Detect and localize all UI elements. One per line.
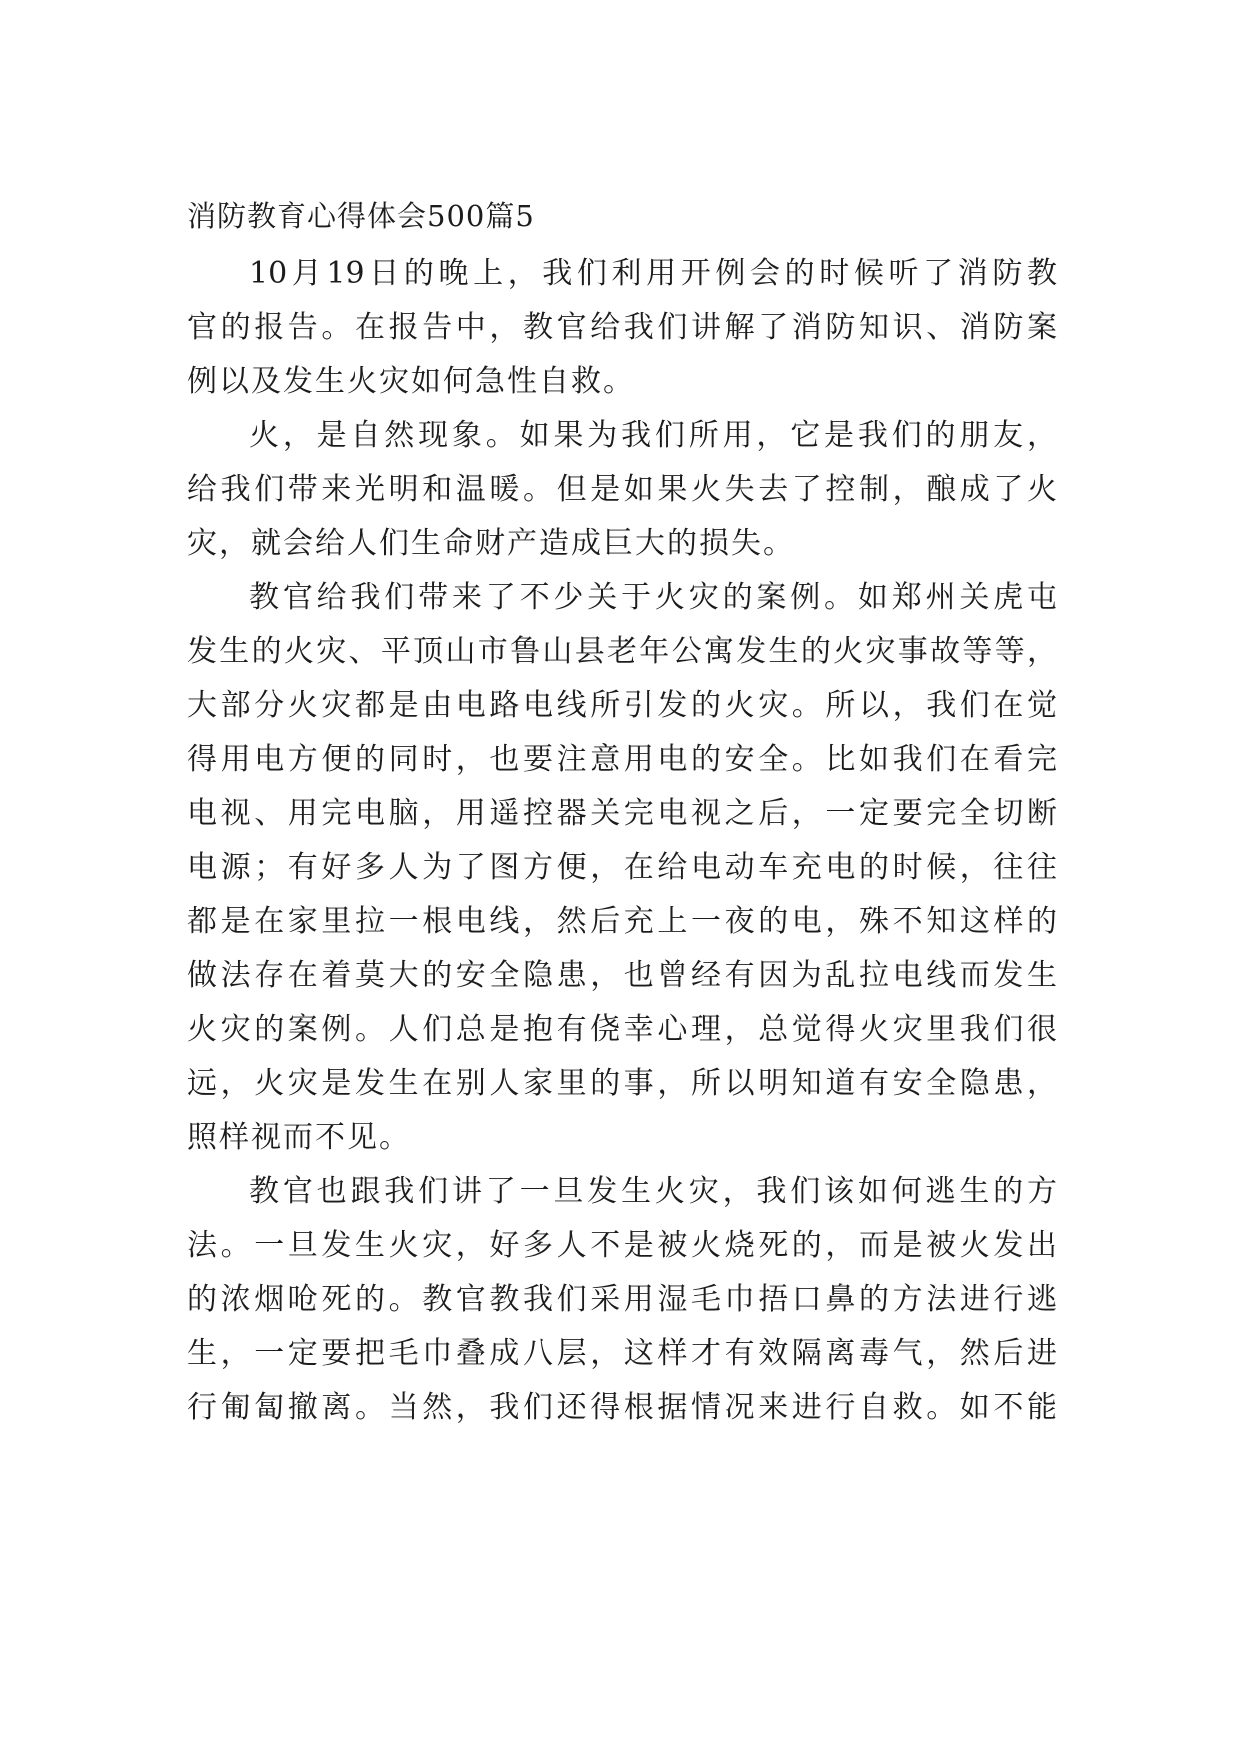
paragraph-line: 10月19日的晚上，我们利用开例会的时候听了消防教: [249, 256, 1057, 291]
paragraph-line: 的浓烟呛死的。教官教我们采用湿毛巾捂口鼻的方法进行逃: [187, 1282, 1057, 1317]
paragraph-line: 教官给我们带来了不少关于火灾的案例。如郑州关虎屯: [249, 580, 1057, 615]
paragraph-line: 给我们带来光明和温暖。但是如果火失去了控制，酿成了火: [187, 472, 1057, 507]
paragraph-line: 灾，就会给人们生命财产造成巨大的损失。: [187, 526, 795, 561]
paragraph-line: 生，一定要把毛巾叠成八层，这样才有效隔离毒气，然后进: [187, 1336, 1057, 1371]
document-title: 消防教育心得体会500篇5: [187, 199, 535, 233]
paragraph-line: 都是在家里拉一根电线，然后充上一夜的电，殊不知这样的: [187, 904, 1057, 939]
paragraph-line: 行匍匐撤离。当然，我们还得根据情况来进行自救。如不能: [187, 1390, 1057, 1425]
paragraph-line: 火，是自然现象。如果为我们所用，它是我们的朋友，: [249, 418, 1057, 453]
paragraph-line: 法。一旦发生火灾，好多人不是被火烧死的，而是被火发出: [187, 1228, 1057, 1263]
paragraph-line: 教官也跟我们讲了一旦发生火灾，我们该如何逃生的方: [249, 1174, 1057, 1209]
paragraph-line: 官的报告。在报告中，教官给我们讲解了消防知识、消防案: [187, 310, 1057, 345]
paragraph-line: 做法存在着莫大的安全隐患，也曾经有因为乱拉电线而发生: [187, 958, 1057, 993]
paragraph-line: 火灾的案例。人们总是抱有侥幸心理，总觉得火灾里我们很: [187, 1012, 1057, 1047]
paragraph-line: 大部分火灾都是由电路电线所引发的火灾。所以，我们在觉: [187, 688, 1057, 723]
paragraph-line: 照样视而不见。: [187, 1120, 411, 1155]
paragraph-line: 发生的火灾、平顶山市鲁山县老年公寓发生的火灾事故等等，: [187, 634, 1057, 669]
paragraph-line: 远，火灾是发生在别人家里的事，所以明知道有安全隐患，: [187, 1066, 1057, 1101]
paragraph-line: 电源；有好多人为了图方便，在给电动车充电的时候，往往: [187, 850, 1057, 885]
paragraph-line: 电视、用完电脑，用遥控器关完电视之后，一定要完全切断: [187, 796, 1057, 831]
paragraph-line: 得用电方便的同时，也要注意用电的安全。比如我们在看完: [187, 742, 1057, 777]
paragraph-line: 例以及发生火灾如何急性自救。: [187, 364, 635, 399]
